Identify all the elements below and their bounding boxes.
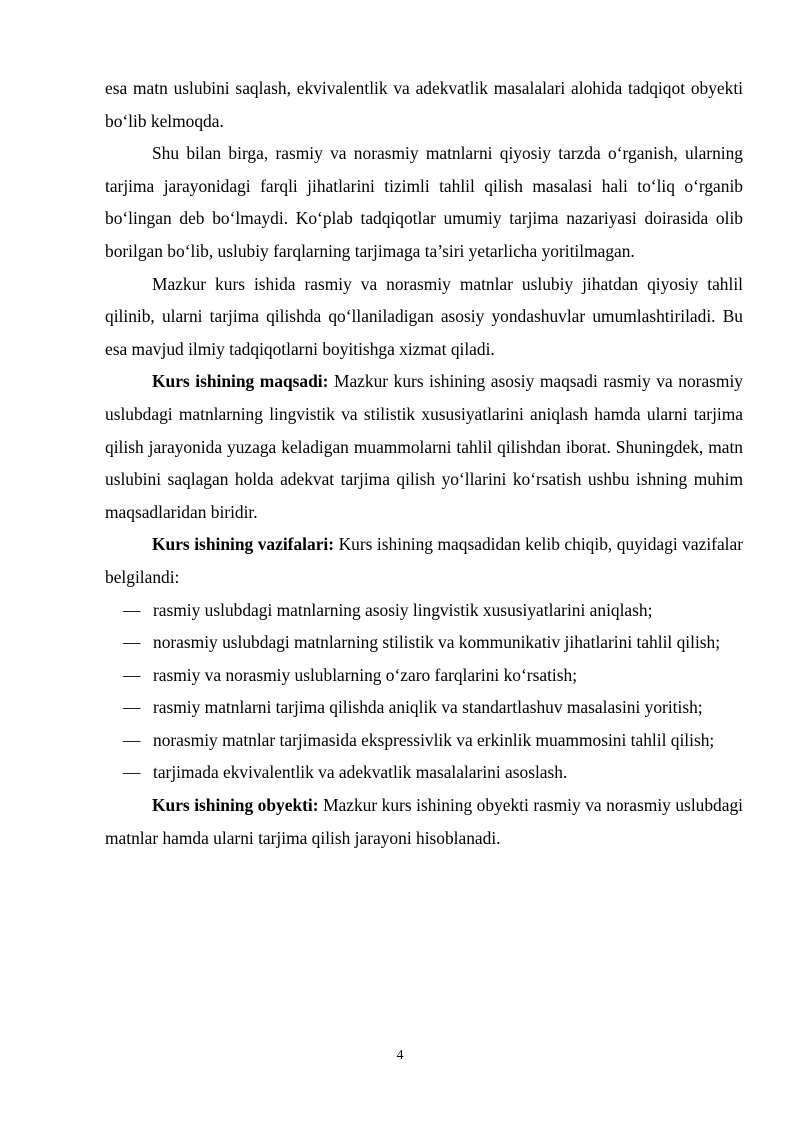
tasks-list xyxy=(105,594,743,790)
list-item-text: rasmiy va norasmiy uslublarning o‘zaro farqlarini ko‘rsatish; xyxy=(153,664,578,685)
goal-heading: Kurs ishining maqsadi: xyxy=(152,371,329,392)
list-item xyxy=(105,594,743,627)
page-content xyxy=(105,72,743,854)
paragraph-research-gap: Shu bilan birga, rasmiy va norasmiy matnlarni qiyosiy tarzda o‘rganish, ularning tarjima jarayonidagi farqli jihatlarini tizimli tahlil qilish masalasi hali to‘liq o‘rganib bo‘lingan deb bo‘lmaydi. Ko‘plab tadqiqotlar umumiy tarjima nazariyasi doirasida olib borilgan bo‘lib, uslubiy farqlarning tarjimaga ta’siri yetarlicha yoritilmagan. xyxy=(105,143,743,261)
list-item xyxy=(105,626,743,659)
dash-bullet-icon: — xyxy=(123,729,141,750)
dash-bullet-icon: — xyxy=(123,664,141,685)
goal-text: Mazkur kurs ishining asosiy maqsadi rasmiy va norasmiy uslubdagi matnlarning lingvistik va stilistik xususiyatlarini aniqlash hamda ularni tarjima qilish jarayonida yuzaga keladigan muammolarni tahlil qilishdan iborat. Shuningdek, matn uslubini saqlagan holda adekvat tarjima qilish yo‘llarini ko‘rsatish ushbu ishning muhim maqsadlaridan biridir. xyxy=(105,371,743,522)
list-item xyxy=(105,756,743,789)
paragraph-object xyxy=(105,789,743,854)
dash-bullet-icon: — xyxy=(123,632,141,653)
dash-bullet-icon: — xyxy=(123,599,141,620)
tasks-intro-text: Kurs ishining maqsadidan kelib chiqib, quyidagi vazifalar belgilandi: xyxy=(105,534,744,587)
object-heading: Kurs ishining obyekti: xyxy=(152,795,319,816)
paragraph-tasks-intro xyxy=(105,528,743,593)
list-item-text: rasmiy matnlarni tarjima qilishda aniqlik va standartlashuv masalasini yoritish; xyxy=(153,697,703,718)
paragraph-course-scope: Mazkur kurs ishida rasmiy va norasmiy matnlar uslubiy jihatdan qiyosiy tahlil qilinib, ularni tarjima qilishda qo‘llaniladigan asosiy yondashuvlar umumlashtiriladi. Bu esa mavjud ilmiy tadqiqotlarni boyitishga xizmat qiladi. xyxy=(105,273,743,359)
list-item xyxy=(105,659,743,692)
list-item xyxy=(105,691,743,724)
paragraph-goal xyxy=(105,365,743,528)
page-number: 4 xyxy=(396,1048,404,1063)
tasks-heading: Kurs ishining vazifalari: xyxy=(152,534,335,555)
list-item-text: tarjimada ekvivalentlik va adekvatlik masalalarini asoslash. xyxy=(153,762,568,783)
list-item-text: rasmiy uslubdagi matnlarning asosiy lingvistik xususiyatlarini aniqlash; xyxy=(153,599,653,620)
list-item-text: norasmiy uslubdagi matnlarning stilistik va kommunikativ jihatlarini tahlil qilish; xyxy=(153,632,721,653)
object-text: Mazkur kurs ishining obyekti rasmiy va norasmiy uslubdagi matnlar hamda ularni tarjima qilish jarayoni hisoblanadi. xyxy=(105,795,743,848)
dash-bullet-icon: — xyxy=(123,762,141,783)
list-item-text: norasmiy matnlar tarjimasida ekspressivlik va erkinlik muammosini tahlil qilish; xyxy=(153,729,715,750)
list-item xyxy=(105,724,743,757)
paragraph-continuation: esa matn uslubini saqlash, ekvivalentlik va adekvatlik masalalari alohida tadqiqot obyekti bo‘lib kelmoqda. xyxy=(105,78,743,131)
dash-bullet-icon: — xyxy=(123,697,141,718)
